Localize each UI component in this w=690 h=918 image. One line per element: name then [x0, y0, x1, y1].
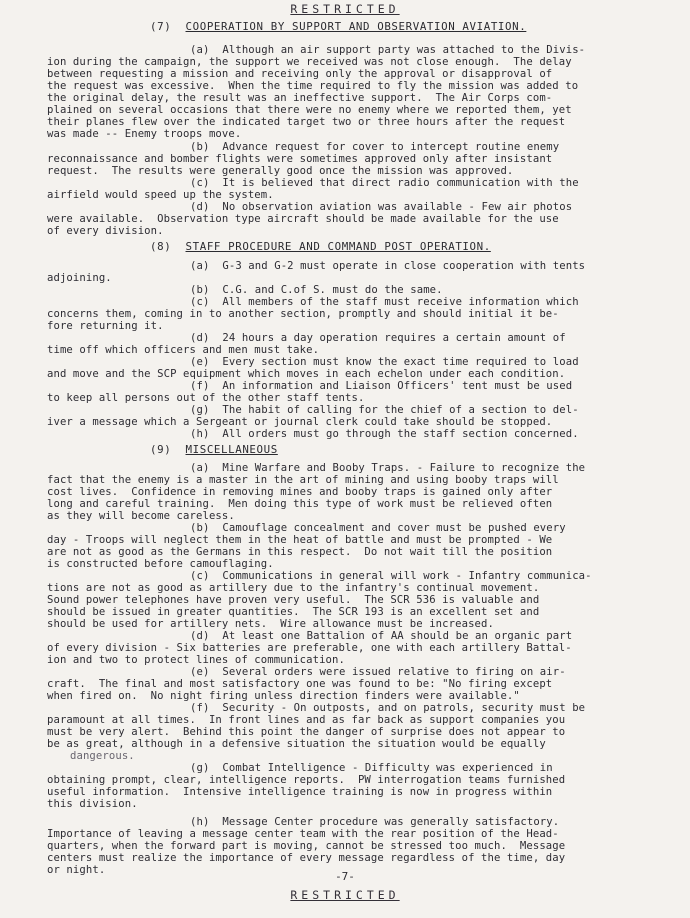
text-line: (c) It is believed that direct radio communication with the: [190, 177, 579, 189]
text-line: to keep all persons out of the other staff tents.: [47, 392, 365, 404]
text-line: their planes flew over the indicated target two or three hours after the request: [47, 116, 566, 128]
text-line: (c) Communications in general will work - Infantry communica-: [190, 570, 592, 582]
text-line: (a) Although an air support party was attached to the Divis-: [190, 44, 586, 56]
text-line: fact that the enemy is a master in the art of mining and using booby traps will: [47, 474, 559, 486]
text-line: iver a message which a Sergeant or journal clerk could take should be stopped.: [47, 416, 553, 428]
text-line: should be issued in greater quantities. The SCR 193 is an excellent set and: [47, 606, 540, 618]
section-title: STAFF PROCEDURE AND COMMAND POST OPERATION.: [185, 240, 491, 253]
text-line: ion during the campaign, the support we received was not close enough. The delay: [47, 56, 572, 68]
text-line: Importance of leaving a message center team with the rear position of the Head-: [47, 828, 559, 840]
text-line: request. The results were generally good once the mission was approved.: [47, 165, 514, 177]
text-line: reconnaissance and bomber flights were sometimes approved only after insistant: [47, 153, 553, 165]
text-line: dangerous.: [70, 750, 135, 762]
text-line: are not as good as the Germans in this respect. Do not wait till the position: [47, 546, 553, 558]
text-line: should be used for artillery nets. Wire allowance must be increased.: [47, 618, 494, 630]
text-line: cost lives. Confidence in removing mines and booby traps is gained only after: [47, 486, 553, 498]
text-line: centers must realize the importance of every message regardless of the time, day: [47, 852, 566, 864]
text-line: (c) All members of the staff must receive information which: [190, 296, 579, 308]
section-number: (8): [150, 240, 172, 253]
section-title: COOPERATION BY SUPPORT AND OBSERVATION AVIATION.: [185, 20, 527, 33]
text-line: is constructed before camouflaging.: [47, 558, 274, 570]
text-line: (g) The habit of calling for the chief of a section to del-: [190, 404, 579, 416]
text-line: (f) An information and Liaison Officers' tent must be used: [190, 380, 573, 392]
page-number: -7-: [335, 870, 355, 883]
text-line: useful information. Intensive intelligence training is now in progress within: [47, 786, 553, 798]
section-number: (7): [150, 20, 172, 33]
text-line: (h) Message Center procedure was generally satisfactory.: [190, 816, 560, 828]
text-line: long and careful training. Men doing this type of work must be relieved often: [47, 498, 553, 510]
text-line: (b) Advance request for cover to intercept routine enemy: [190, 141, 560, 153]
section-number: (9): [150, 443, 172, 456]
text-line: concerns them, coming in to another section, promptly and should initial it be-: [47, 308, 559, 320]
text-line: must be very alert. Behind this point the danger of surprise does not appear to: [47, 726, 566, 738]
classification-footer: RESTRICTED: [290, 888, 400, 902]
text-line: of every division - Six batteries are preferable, one with each artillery Battal-: [47, 642, 572, 654]
text-line: the request was excessive. When the time required to fly the mission was added to: [47, 80, 579, 92]
text-line: as they will become careless.: [47, 510, 235, 522]
text-line: and move and the SCP equipment which moves in each echelon under each condition.: [47, 368, 566, 380]
text-line: (d) 24 hours a day operation requires a certain amount of: [190, 332, 566, 344]
text-line: were available. Observation type aircraft should be made available for the use: [47, 213, 559, 225]
text-line: tions are not as good as artillery due to the infantry's continual movement.: [47, 582, 540, 594]
text-line: (b) C.G. and C.of S. must do the same.: [190, 284, 443, 296]
text-line: the original delay, the result was an ineffective support. The Air Corps com-: [47, 92, 553, 104]
text-line: (b) Camouflage concealment and cover must be pushed every: [190, 522, 566, 534]
text-line: (h) All orders must go through the staff section concerned.: [190, 428, 579, 440]
text-line: ion and two to protect lines of communication.: [47, 654, 345, 666]
text-line: fore returning it.: [47, 320, 164, 332]
text-line: was made -- Enemy troops move.: [47, 128, 242, 140]
classification-header: RESTRICTED: [290, 2, 400, 16]
section-9-heading: [150, 443, 278, 456]
text-line: when fired on. No night firing unless direction finders were available.": [47, 690, 520, 702]
section-7-heading: [150, 20, 526, 33]
text-line: (e) Several orders were issued relative to firing on air-: [190, 666, 566, 678]
text-line: (f) Security - On outposts, and on patrols, security must be: [190, 702, 586, 714]
text-line: day - Troops will neglect them in the heat of battle and must be prompted - We: [47, 534, 553, 546]
text-line: adjoining.: [47, 272, 112, 284]
text-line: or night.: [47, 864, 106, 876]
section-8-heading: [150, 240, 491, 253]
text-line: airfield would speed up the system.: [47, 189, 274, 201]
text-line: (a) G-3 and G-2 must operate in close cooperation with tents: [190, 260, 586, 272]
text-line: (e) Every section must know the exact time required to load: [190, 356, 579, 368]
text-line: obtaining prompt, clear, intelligence reports. PW interrogation teams furnished: [47, 774, 566, 786]
text-line: Sound power telephones have proven very useful. The SCR 536 is valuable and: [47, 594, 540, 606]
text-line: (a) Mine Warfare and Booby Traps. - Failure to recognize the: [190, 462, 586, 474]
text-line: paramount at all times. In front lines and as far back as support companies you: [47, 714, 566, 726]
text-line: (d) No observation aviation was available - Few air photos: [190, 201, 573, 213]
section-title: MISCELLANEOUS: [185, 443, 278, 456]
text-line: quarters, when the forward part is moving, cannot be stressed too much. Message: [47, 840, 566, 852]
text-line: this division.: [47, 798, 138, 810]
text-line: between requesting a mission and receiving only the approval or disapproval of: [47, 68, 553, 80]
text-line: time off which officers and men must take.: [47, 344, 320, 356]
text-line: craft. The final and most satisfactory one was found to be: "No firing except: [47, 678, 553, 690]
text-line: of every division.: [47, 225, 164, 237]
text-line: be as great, although in a defensive situation the situation would be equally: [47, 738, 546, 750]
text-line: (g) Combat Intelligence - Difficulty was experienced in: [190, 762, 553, 774]
text-line: (d) At least one Battalion of AA should be an organic part: [190, 630, 573, 642]
text-line: plained on several occasions that there were no enemy where we reported them, yet: [47, 104, 572, 116]
